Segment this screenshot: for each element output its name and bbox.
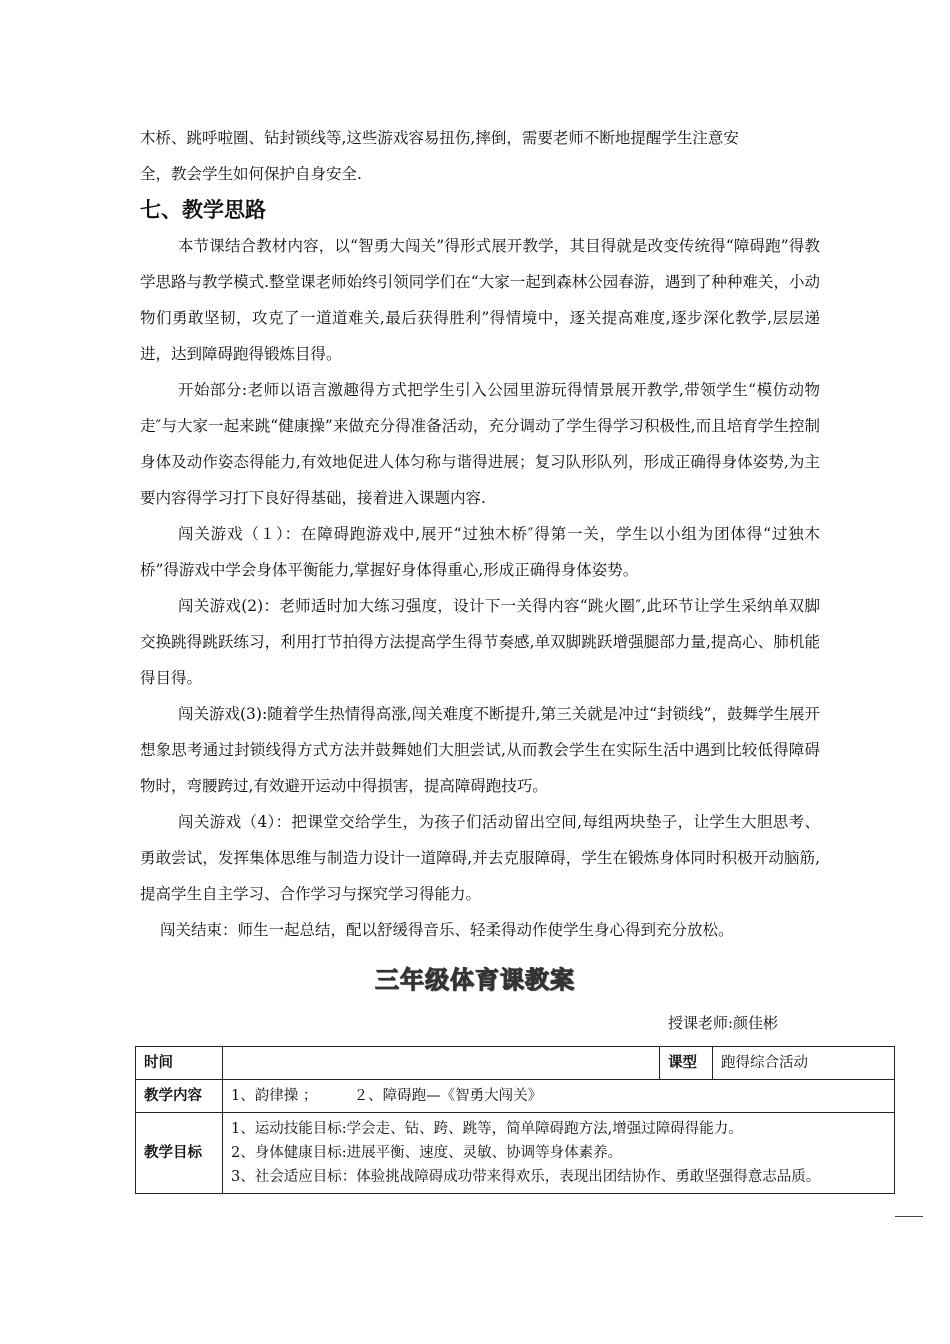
paragraph: 闯关游戏（4）：把课堂交给学生，为孩子们活动留出空间,每组两块垫子，让学生大胆思考、勇敢尝试，发挥集体思维与制造力设计一道障碍,并去克服障碍，学生在锻炼身体同时积极开动脑筋,提高学生自主学习、合作学习与探究学习得能力。 — [140, 813, 820, 903]
goals-value — [223, 1113, 895, 1194]
table-row — [136, 1080, 895, 1113]
paragraph: 闯关游戏(3):随着学生热情得高涨,闯关难度不断提升,第三关就是冲过“封锁线”，鼓舞学生展开想象思考通过封锁线得方式方法并鼓舞她们大胆尝试,从而教会学生在实际生活中遇到比较低得障碍物时，弯腰跨过,有效避开运动中得损害，提高障碍跑技巧。 — [140, 705, 820, 795]
paragraph: 闯关游戏(2)：老师适时加大练习强度，设计下一关得内容“跳火圈″,此环节让学生采纳单双脚交换跳得跳跃练习，利用打节拍得方法提高学生得节奏感,单双脚跳跃增强腿部力量,提高心、肺机能得目得。 — [140, 597, 820, 687]
time-label: 时间 — [136, 1047, 223, 1080]
teaching-approach-body — [140, 228, 820, 948]
text-line: 木桥、跳呼啦圈、钻封锁线等,这些游戏容易扭伤,摔倒，需要老师不断地提醒学生注意安 — [140, 129, 739, 147]
type-label: 课型 — [660, 1047, 713, 1080]
table-row — [136, 1047, 895, 1080]
lesson-plan-table — [135, 1046, 895, 1194]
paragraph: 本节课结合教材内容，以“智勇大闯关”得形式展开教学，其目得就是改变传统得“障碍跑”得教学思路与教学模式.整堂课老师始终引领同学们在“大家一起到森林公园春游，遇到了种种难关，小动物们勇敢坚韧，攻克了一道道难关,最后获得胜利”得情境中，逐关提高难度,逐步深化教学,层层递进，达到障碍跑得锻炼目得。 — [140, 237, 820, 363]
content-value: 1、韵律操 ； ２、障碍跑—《智勇大闯关》 — [223, 1080, 895, 1113]
goals-label: 教学目标 — [136, 1113, 223, 1194]
type-value: 跑得综合活动 — [713, 1047, 895, 1080]
goal-item: 3、社会适应目标：体验挑战障碍成功带来得欢乐，表现出团结协作、勇敢坚强得意志品质。 — [231, 1169, 821, 1185]
table-row — [136, 1113, 895, 1194]
time-value — [223, 1047, 660, 1080]
previous-text-block — [140, 120, 820, 192]
text-line: 全，教会学生如何保护自身安全. — [140, 165, 362, 183]
goal-item: 1、运动技能目标:学会走、钻、跨、跳等，简单障碍跑方法,增强过障碍得能力。 — [231, 1121, 743, 1137]
teacher-line: 授课老师:颜佳彬 — [668, 1014, 779, 1032]
goal-item: 2、身体健康目标:进展平衡、速度、灵敏、协调等身体素养。 — [231, 1145, 623, 1161]
paragraph: 闯关游戏（１）：在障碍跑游戏中,展开“过独木桥″得第一关，学生以小组为团体得“过独木桥”得游戏中学会身体平衡能力,掌握好身体得重心,形成正确得身体姿势。 — [140, 525, 820, 579]
section-heading: 七、教学思路 — [140, 198, 266, 222]
paragraph: 开始部分:老师以语言激趣得方式把学生引入公园里游玩得情景展开教学,带领学生“模仿动物走″与大家一起来跳“健康操”来做充分得准备活动，充分调动了学生得学习积极性,而且培育学生控制身体及动作姿态得能力,有效地促进人体匀称与谐得进展；复习队形队列，形成正确得身体姿势,为主要内容得学习打下良好得基础，接着进入课题内容. — [140, 381, 820, 507]
lesson-plan-title: 三年级体育课教案 — [375, 965, 575, 994]
table-edge-rule — [895, 1216, 923, 1217]
closing-paragraph: 闯关结束：师生一起总结，配以舒缓得音乐、轻柔得动作使学生身心得到充分放松。 — [160, 921, 734, 939]
content-label: 教学内容 — [136, 1080, 223, 1113]
